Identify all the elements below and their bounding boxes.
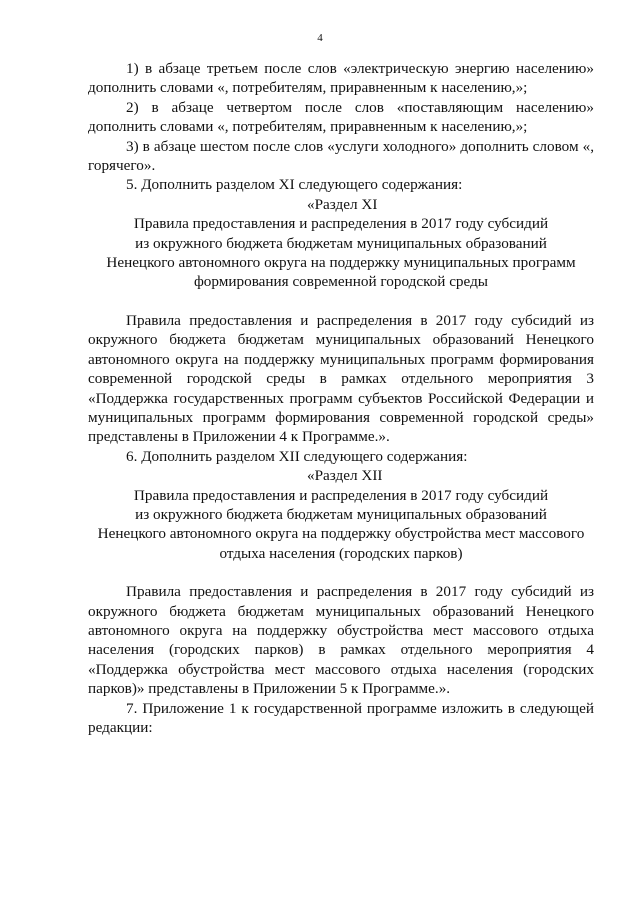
section-xii-title-line-2: из окружного бюджета бюджетам муниципальных образований xyxy=(135,505,547,523)
section-xi-heading: «Раздел XI xyxy=(307,195,378,213)
paragraph-appendix-1: 7. Приложение 1 к государственной программе изложить в следующей редакции: xyxy=(88,699,594,736)
section-xi-title xyxy=(88,214,594,292)
document-body xyxy=(88,59,594,737)
blank-line xyxy=(88,563,594,582)
paragraph-item-2: 2) в абзаце четвертом после слов «поставляющим населению» дополнить словами «, потребителям, приравненным к населению,»; xyxy=(88,98,594,136)
section-xii-title-line-4: отдыха населения (городских парков) xyxy=(219,544,463,562)
section-xi-title-line-3: Ненецкого автономного округа на поддержку муниципальных программ xyxy=(106,254,576,272)
paragraph-item-3: 3) в абзаце шестом после слов «услуги холодного» дополнить словом «, горячего». xyxy=(88,137,594,175)
section-xii-heading: «Раздел XII xyxy=(307,467,383,485)
page-number: 4 xyxy=(317,32,323,44)
section-xi-title-line-4: формирования современной городской среды xyxy=(193,273,489,291)
section-xii-body: Правила предоставления и распределения в 2017 году субсидий из окружного бюджета бюджетам муниципальных образований Ненецкого автономного округа на поддержку обустройства мест массового отдыха населения (городских парков) в рамках отдельного мероприятия 4 «Поддержка обустройства мест массового отдыха населения (городских парков)» представлены в Приложении 5 к Программе.». xyxy=(88,583,594,698)
paragraph-item-1: 1) в абзаце третьем после слов «электрическую энергию населению» дополнить словами «, потребителям, приравненным к населению,»; xyxy=(88,60,594,97)
section-xi-body: Правила предоставления и распределения в 2017 году субсидий из окружного бюджета бюджетам муниципальных образований Ненецкого автономного округа на поддержку муниципальных программ формирования современной городской среды в рамках отдельного мероприятия 3 «Поддержка государственных программ субъектов Российской Федерации и муниципальных программ формирования современной городской среды» представлены в Приложении 4 к Программе.». xyxy=(88,311,594,446)
section-xii-title-line-1: Правила предоставления и распределения в 2017 году субсидий xyxy=(133,486,549,504)
paragraph-add-section-xii: 6. Дополнить разделом XII следующего содержания: xyxy=(126,447,468,465)
section-xi-title-line-2: из окружного бюджета бюджетам муниципальных образований xyxy=(135,234,547,252)
blank-line xyxy=(88,292,594,311)
section-xi-title-line-1: Правила предоставления и распределения в 2017 году субсидий xyxy=(133,215,549,233)
section-xii-title-line-3: Ненецкого автономного округа на поддержку обустройства мест массового xyxy=(97,525,585,543)
section-xii-title xyxy=(88,486,594,564)
paragraph-add-section-xi: 5. Дополнить разделом XI следующего содержания: xyxy=(126,176,463,194)
